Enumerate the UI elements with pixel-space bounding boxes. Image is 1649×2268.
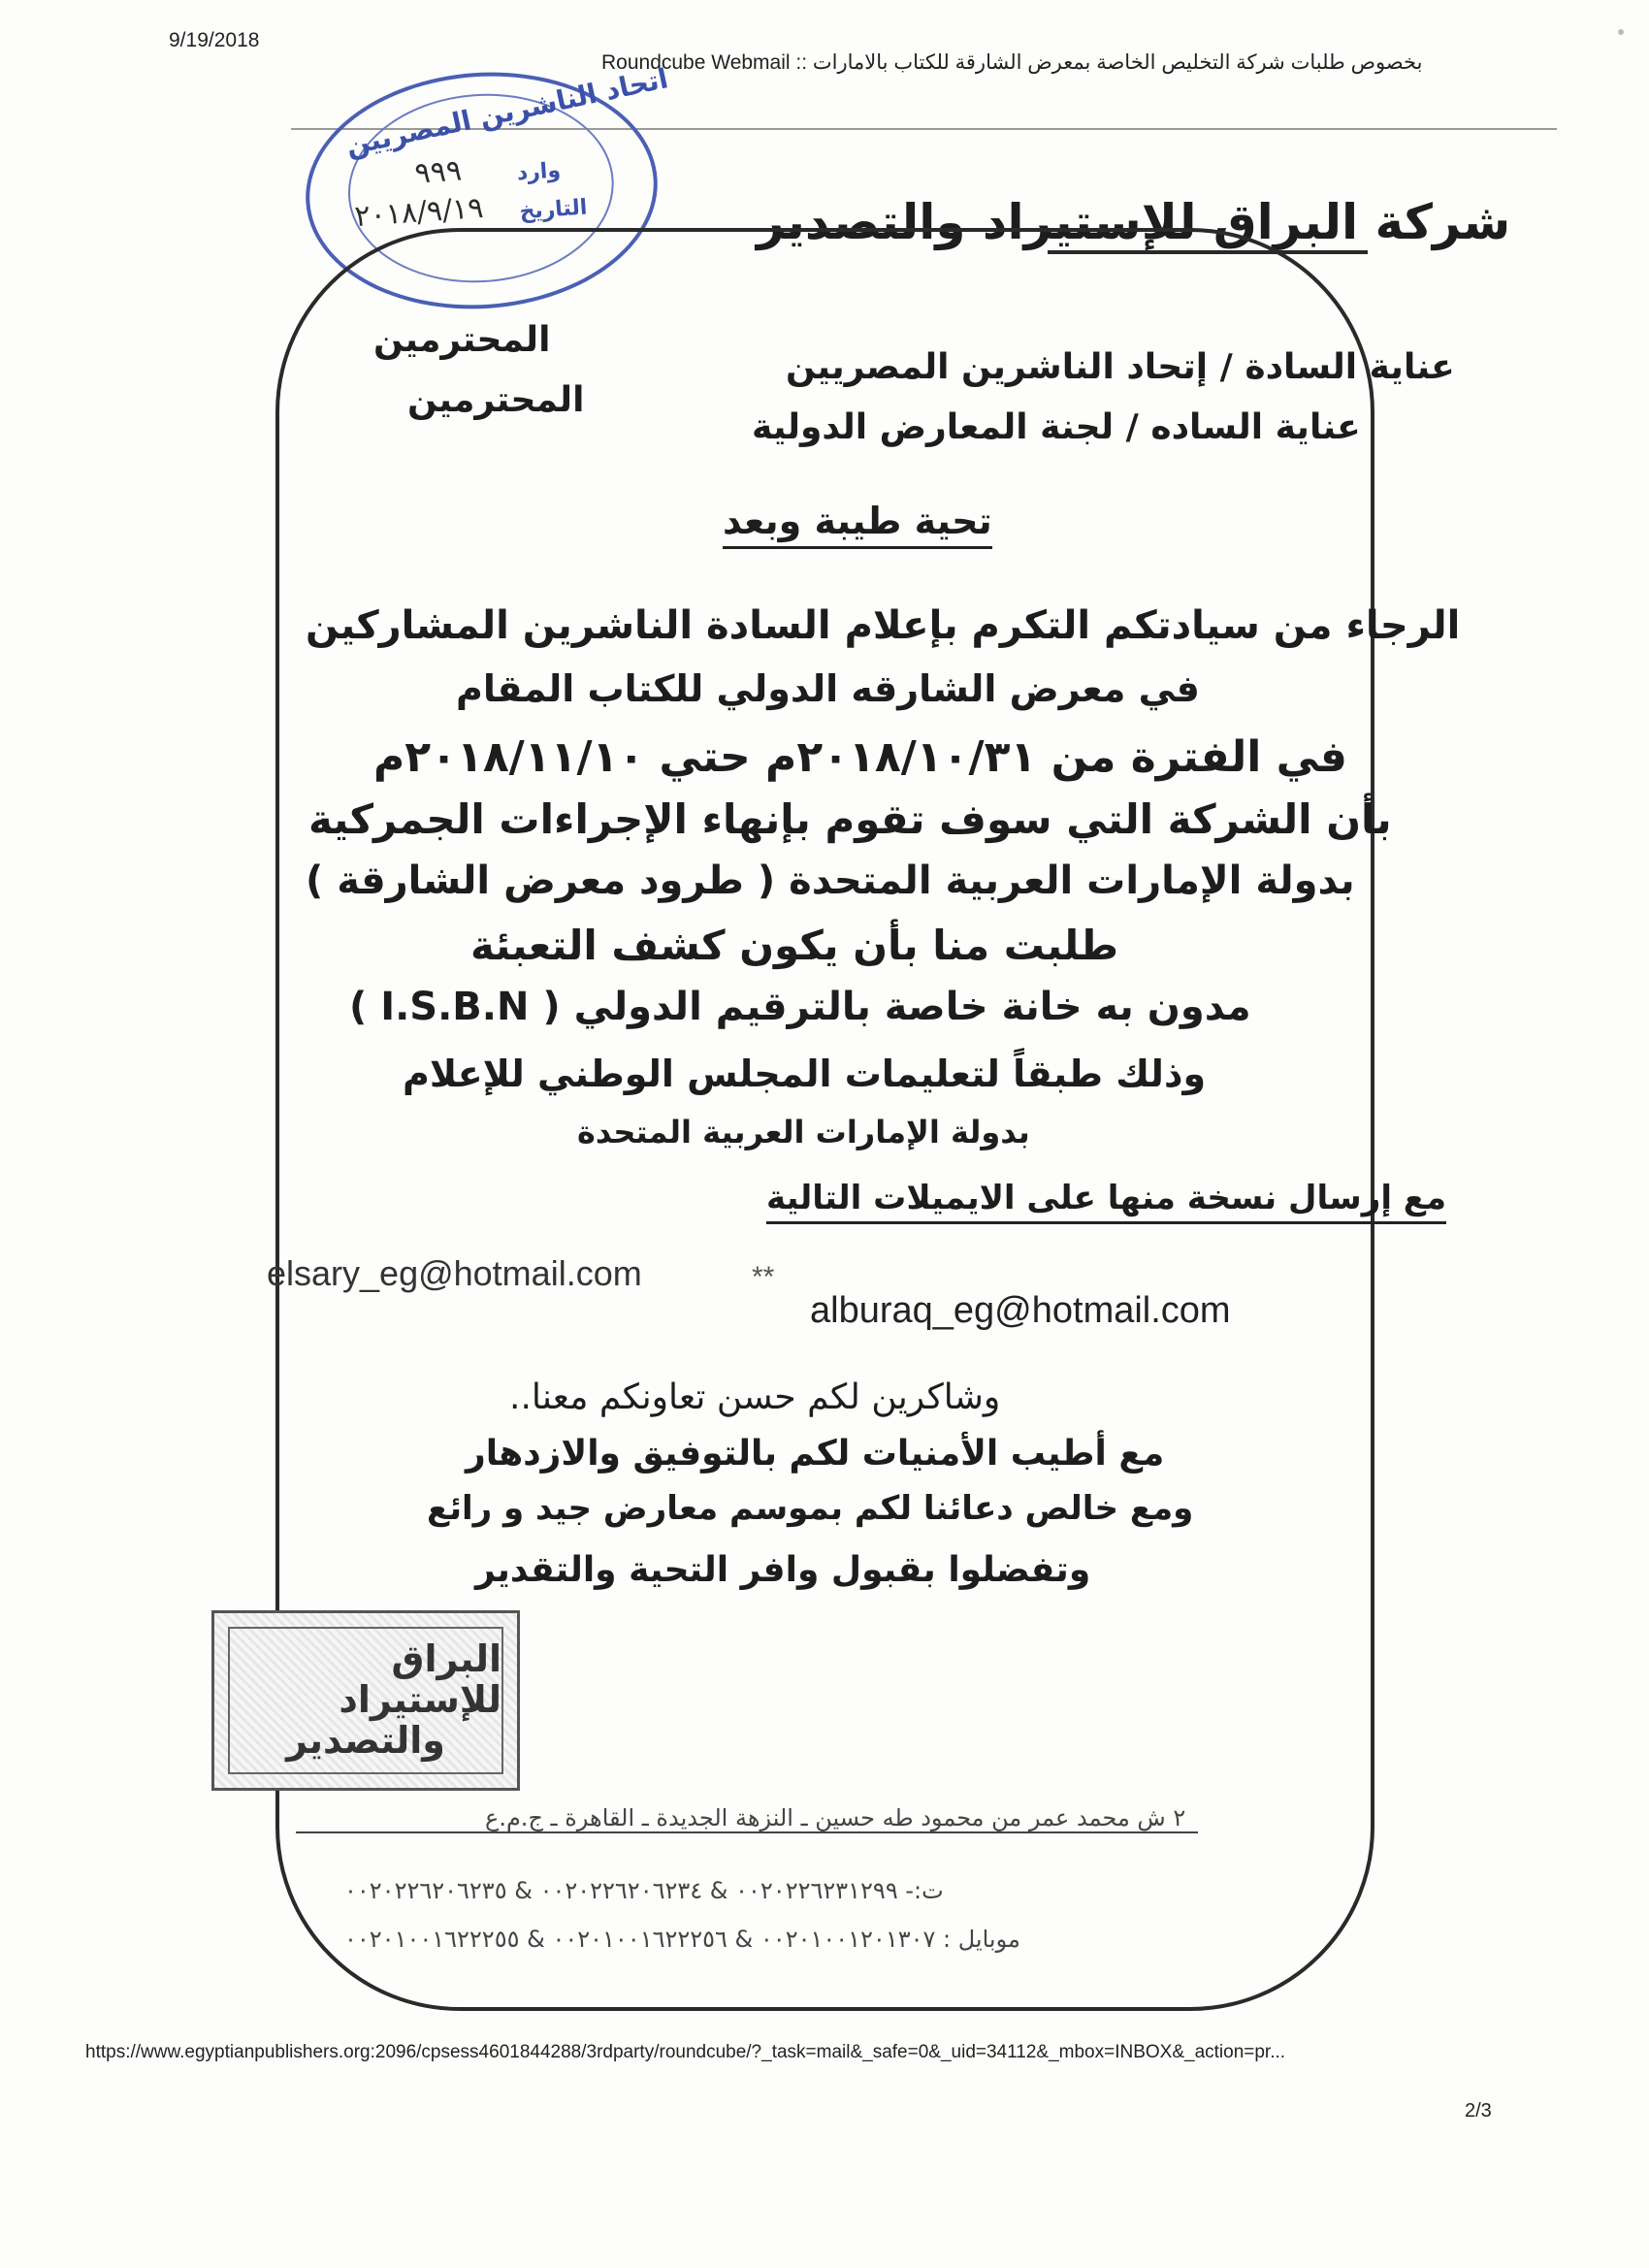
body-line-5: بدولة الإمارات العربية المتحدة ( طرود معرض الشارقة )	[306, 859, 1355, 903]
company-phones: ت:- ٠٠٢٠٢٢٦٢٣١٢٩٩ & ٠٠٢٠٢٢٦٢٠٦٢٣٤ & ٠٠٢٠٢٢٦٢٠٦٢٣٥	[344, 1877, 944, 1904]
body-line-7: مدون به خانة خاصة بالترقيم الدولي ( I.S.B.N )	[349, 985, 1251, 1029]
print-page-number: 2/3	[1465, 2100, 1492, 2122]
stamp-number: ٩٩٩	[413, 153, 464, 191]
company-seal-inner	[228, 1627, 503, 1774]
body-line-6: طلبت منا بأن يكون كشف التعبئة	[470, 922, 1119, 969]
print-title: Roundcube Webmail :: بخصوص طلبات شركة التخليص الخاصة بمعرض الشارقة للكتاب بالامارات	[601, 51, 1423, 74]
body-line-9: بدولة الإمارات العربية المتحدة	[577, 1114, 1030, 1150]
body-line-2: في معرض الشارقه الدولي للكتاب المقام	[456, 667, 1200, 710]
body-line-8: وذلك طبقاً لتعليمات المجلس الوطني للإعلام	[403, 1053, 1207, 1095]
body-line-3: في الفترة من ٢٠١٨/١٠/٣١م حتي ٢٠١٨/١١/١٠م	[373, 732, 1347, 782]
print-url: https://www.egyptianpublishers.org:2096/cpsess4601844288/3rdparty/roundcube/?_task=mail&_safe=0&_uid=34112&_mbox=INBOX&_action=pr...	[85, 2042, 1286, 2062]
email-separator: **	[752, 1261, 775, 1293]
recipient-2-honorific: المحترمين	[407, 380, 585, 420]
closing-line-4: وتفضلوا بقبول وافر التحية والتقدير	[475, 1550, 1091, 1590]
body-line-4: بأن الشركة التي سوف تقوم بإنهاء الإجراءات الجمركية	[308, 795, 1392, 843]
print-date: 9/19/2018	[169, 29, 260, 51]
stamp-date-label: التاريخ	[518, 195, 589, 225]
stamp-date: ٢٠١٨/٩/١٩	[353, 190, 485, 235]
company-mobiles: موبايل : ٠٠٢٠١٠٠١٢٠١٣٠٧ & ٠٠٢٠١٠٠١٦٢٢٢٥٦ & ٠٠٢٠١٠٠١٦٢٢٢٥٥	[344, 1926, 1020, 1953]
company-seal-line-1: البراق للإستيراد	[339, 1637, 501, 1722]
stamp-number-label: وارد	[515, 158, 562, 186]
closing-line-2: مع أطيب الأمنيات لكم بالتوفيق والازدهار	[466, 1434, 1165, 1474]
body-line-1: الرجاء من سيادتكم التكرم بإعلام السادة الناشرين المشاركين	[306, 603, 1461, 648]
company-seal	[211, 1610, 520, 1791]
contact-rule	[296, 1831, 1198, 1833]
closing-line-3: ومع خالص دعائنا لكم بموسم معارض جيد و رائع	[427, 1489, 1194, 1528]
email-1: elsary_eg@hotmail.com	[267, 1253, 642, 1293]
recipient-1: عناية السادة / إتحاد الناشرين المصريين	[786, 347, 1455, 387]
email-intro: مع إرسال نسخة منها على الايميلات التالية	[766, 1179, 1446, 1224]
company-seal-line-2: والتصدير	[286, 1718, 445, 1762]
closing-line-1: وشاكرين لكم حسن تعاونكم معنا..	[509, 1377, 1001, 1417]
recipient-1-honorific: المحترمين	[373, 320, 551, 360]
scan-speck	[1618, 29, 1624, 35]
company-name: شركة البراق للإستيراد والتصدير	[757, 194, 1511, 250]
greeting: تحية طيبة وبعد	[723, 500, 992, 549]
email-2: alburaq_eg@hotmail.com	[810, 1290, 1231, 1331]
recipient-2: عناية الساده / لجنة المعارض الدولية	[752, 407, 1361, 447]
stamp-org: اتحاد الناشرين المصريين	[342, 62, 671, 162]
company-address: ٢ ش محمد عمر من محمود طه حسين ـ النزهة الجديدة ـ القاهرة ـ ج.م.ع	[485, 1804, 1186, 1831]
